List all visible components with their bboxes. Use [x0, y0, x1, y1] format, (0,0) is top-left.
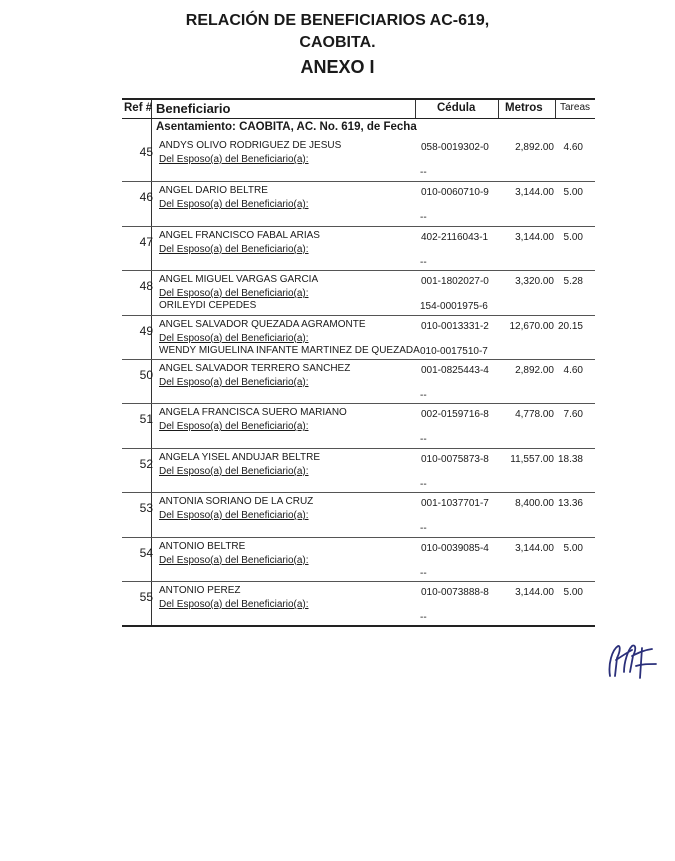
spouse-cedula: -- — [420, 523, 427, 535]
spouse-cedula: -- — [420, 434, 427, 446]
beneficiary-cedula: 010-0075873-8 — [421, 453, 489, 465]
area-metros: 2,892.00 — [515, 142, 554, 153]
beneficiary-name: ANGEL DARIO BELTRE — [159, 185, 268, 197]
beneficiary-name: ANGEL SALVADOR TERRERO SANCHEZ — [159, 363, 351, 374]
area-tareas: 4.60 — [563, 365, 583, 376]
area-tareas: 4.60 — [563, 142, 583, 153]
table-row — [122, 448, 595, 493]
header-tareas: Tareas — [560, 102, 591, 113]
spouse-cedula: 010-0017510-7 — [420, 345, 488, 357]
beneficiary-name: ANGEL MIGUEL VARGAS GARCIA — [159, 274, 319, 286]
spouse-cedula: 154-0001975-6 — [420, 301, 488, 313]
spouse-label: Del Esposo(a) del Beneficiario(a): — [159, 332, 309, 344]
row-ref: 48 — [139, 279, 153, 294]
annex-title: ANEXO I — [300, 57, 375, 77]
row-ref: 45 — [139, 145, 153, 159]
spouse-label: Del Esposo(a) del Beneficiario(a): — [159, 154, 309, 165]
spouse-label: Del Esposo(a) del Beneficiario(a): — [159, 599, 309, 610]
beneficiary-cedula: 010-0073888-8 — [421, 587, 489, 598]
row-ref: 49 — [139, 323, 153, 338]
spouse-cedula: -- — [420, 612, 427, 623]
spouse-cedula: -- — [420, 167, 427, 178]
table-row — [122, 359, 595, 404]
table-row — [122, 492, 595, 537]
table-row — [122, 181, 595, 226]
spouse-label: Del Esposo(a) del Beneficiario(a): — [159, 199, 309, 211]
beneficiaries-table — [122, 98, 595, 627]
area-tareas: 5.00 — [563, 542, 583, 554]
area-metros: 3,320.00 — [515, 276, 554, 288]
beneficiary-cedula: 058-0019302-0 — [421, 142, 489, 153]
row-ref: 46 — [139, 190, 153, 205]
beneficiary-name: ANGELA FRANCISCA SUERO MARIANO — [159, 407, 347, 419]
beneficiary-cedula: 002-0159716-8 — [421, 409, 489, 421]
row-ref: 54 — [139, 545, 153, 560]
beneficiary-name: ANGELA YISEL ANDUJAR BELTRE — [159, 451, 320, 463]
table-row — [122, 403, 595, 448]
spouse-label: Del Esposo(a) del Beneficiario(a): — [159, 510, 309, 522]
area-tareas: 5.28 — [563, 276, 583, 288]
area-tareas: 18.38 — [557, 453, 583, 465]
spouse-cedula: -- — [420, 212, 427, 224]
header-metros: Metros — [505, 102, 543, 114]
spouse-label: Del Esposo(a) del Beneficiario(a): — [159, 243, 309, 255]
spouse-label: Del Esposo(a) del Beneficiario(a): — [159, 465, 309, 477]
beneficiary-cedula: 001-1802027-0 — [421, 276, 489, 288]
spouse-name: WENDY MIGUELINA INFANTE MARTINEZ DE QUEZADA — [159, 344, 420, 356]
row-ref: 53 — [139, 501, 153, 516]
beneficiary-name: ANDYS OLIVO RODRIGUEZ DE JESUS — [159, 140, 342, 151]
header-beneficiario: Beneficiario — [156, 101, 231, 116]
document-title: RELACIÓN DE BENEFICIARIOS AC-619, — [185, 12, 490, 29]
spouse-name: ORILEYDI CEPEDES — [159, 300, 257, 312]
area-tareas: 20.15 — [557, 320, 583, 332]
table-row — [122, 226, 595, 271]
header-ref: Ref # — [124, 102, 153, 114]
area-metros: 8,400.00 — [515, 498, 554, 510]
beneficiary-cedula: 010-0060710-9 — [421, 187, 489, 199]
spouse-label: Del Esposo(a) del Beneficiario(a): — [159, 288, 309, 300]
settlement-section-title: Asentamiento: CAOBITA, AC. No. 619, de Fecha — [156, 121, 417, 133]
area-metros: 12,670.00 — [509, 320, 554, 332]
beneficiary-name: ANTONIO PEREZ — [159, 585, 241, 596]
area-metros: 2,892.00 — [515, 365, 554, 376]
beneficiary-cedula: 402-2116043-1 — [421, 231, 489, 243]
beneficiary-cedula: 001-1037701-7 — [421, 498, 489, 510]
beneficiary-cedula: 010-0039085-4 — [421, 542, 489, 554]
area-tareas: 5.00 — [563, 187, 583, 199]
spouse-cedula: -- — [420, 256, 427, 268]
table-row — [122, 581, 595, 626]
area-metros: 3,144.00 — [515, 542, 554, 554]
spouse-label: Del Esposo(a) del Beneficiario(a): — [159, 421, 309, 433]
spouse-label: Del Esposo(a) del Beneficiario(a): — [159, 554, 309, 566]
table-row — [122, 315, 595, 360]
beneficiary-cedula: 001-0825443-4 — [421, 365, 489, 376]
row-ref: 51 — [139, 412, 153, 427]
area-metros: 11,557.00 — [510, 453, 554, 465]
beneficiary-name: ANTONIA SORIANO DE LA CRUZ — [159, 496, 314, 508]
spouse-label: Del Esposo(a) del Beneficiario(a): — [159, 377, 309, 388]
header-cedula: Cédula — [437, 102, 476, 114]
area-metros: 3,144.00 — [515, 587, 554, 598]
handwritten-signature — [602, 636, 662, 686]
area-tareas: 7.60 — [563, 409, 583, 421]
area-metros: 3,144.00 — [515, 187, 554, 199]
beneficiary-name: ANGEL FRANCISCO FABAL ARIAS — [159, 229, 320, 241]
area-metros: 4,778.00 — [515, 409, 554, 421]
spouse-cedula: -- — [420, 390, 427, 401]
area-metros: 3,144.00 — [515, 231, 554, 243]
table-row — [122, 270, 595, 315]
beneficiary-name: ANGEL SALVADOR QUEZADA AGRAMONTE — [159, 318, 366, 330]
document-subtitle: CAOBITA. — [299, 34, 376, 51]
beneficiary-cedula: 010-0013331-2 — [421, 320, 489, 332]
table-header — [122, 100, 595, 119]
spouse-cedula: -- — [420, 478, 427, 490]
row-ref: 55 — [139, 590, 153, 604]
area-tareas: 13.36 — [557, 498, 583, 510]
beneficiary-name: ANTONIO BELTRE — [159, 540, 246, 552]
spouse-cedula: -- — [420, 567, 427, 579]
table-row — [122, 137, 595, 181]
row-ref: 52 — [139, 456, 153, 471]
table-row — [122, 537, 595, 582]
row-ref: 50 — [139, 368, 153, 382]
area-tareas: 5.00 — [563, 587, 583, 598]
area-tareas: 5.00 — [563, 231, 583, 243]
row-ref: 47 — [139, 234, 153, 249]
